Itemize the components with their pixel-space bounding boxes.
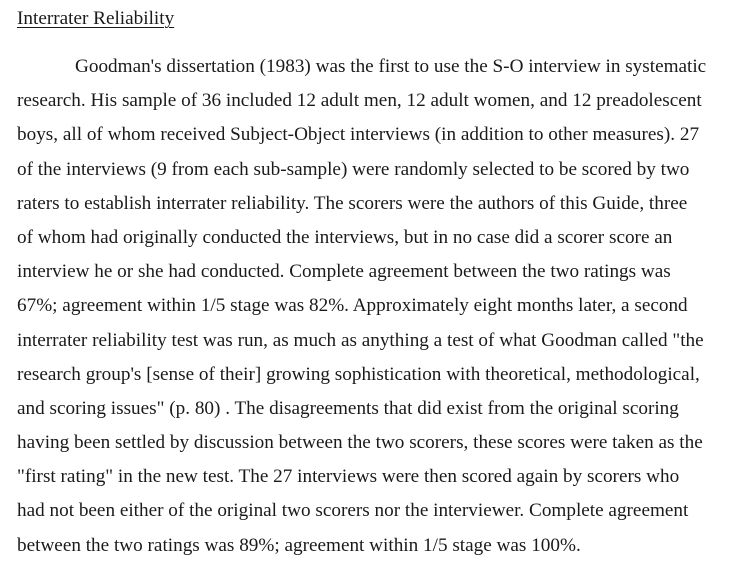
paragraph-line: Goodman's dissertation (1983) was the first to use the S-O interview in systematic <box>75 56 707 77</box>
paragraph-line: and scoring issues" (p. 80) . The disagreements that did exist from the original scoring <box>17 397 679 419</box>
paragraph-line: research group's [sense of their] growing sophistication with theoretical, methodological, <box>17 363 700 385</box>
paragraph-line: boys, all of whom received Subject-Object interviews (in addition to other measures). 27 <box>17 124 700 146</box>
paragraph-line: had not been either of the original two scorers nor the interviewer. Complete agreement <box>17 500 689 522</box>
paragraph-line: having been settled by discussion between the two scorers, these scores were taken as the <box>17 432 703 454</box>
paragraph-line: 67%; agreement within 1/5 stage was 82%. Approximately eight months later, a second <box>17 295 688 317</box>
paragraph-line: research. His sample of 36 included 12 adult men, 12 adult women, and 12 preadolescent <box>17 90 702 112</box>
paragraph-line: interrater reliability test was run, as much as anything a test of what Goodman called "the <box>17 329 704 351</box>
paragraph-line: raters to establish interrater reliability. The scorers were the authors of this Guide, three <box>17 192 688 214</box>
body-paragraph <box>17 50 729 563</box>
paragraph-line: of whom had originally conducted the interviews, but in no case did a scorer score an <box>17 226 673 248</box>
paragraph-line: of the interviews (9 from each sub-sample) were randomly selected to be scored by two <box>17 158 690 180</box>
paragraph-line: interview he or she had conducted. Complete agreement between the two ratings was <box>17 261 671 283</box>
paragraph-line: "first rating" in the new test. The 27 interviews were then scored again by scorers who <box>17 466 680 488</box>
paragraph-line: between the two ratings was 89%; agreement within 1/5 stage was 100%. <box>17 534 581 556</box>
section-heading: Interrater Reliability <box>17 8 175 29</box>
